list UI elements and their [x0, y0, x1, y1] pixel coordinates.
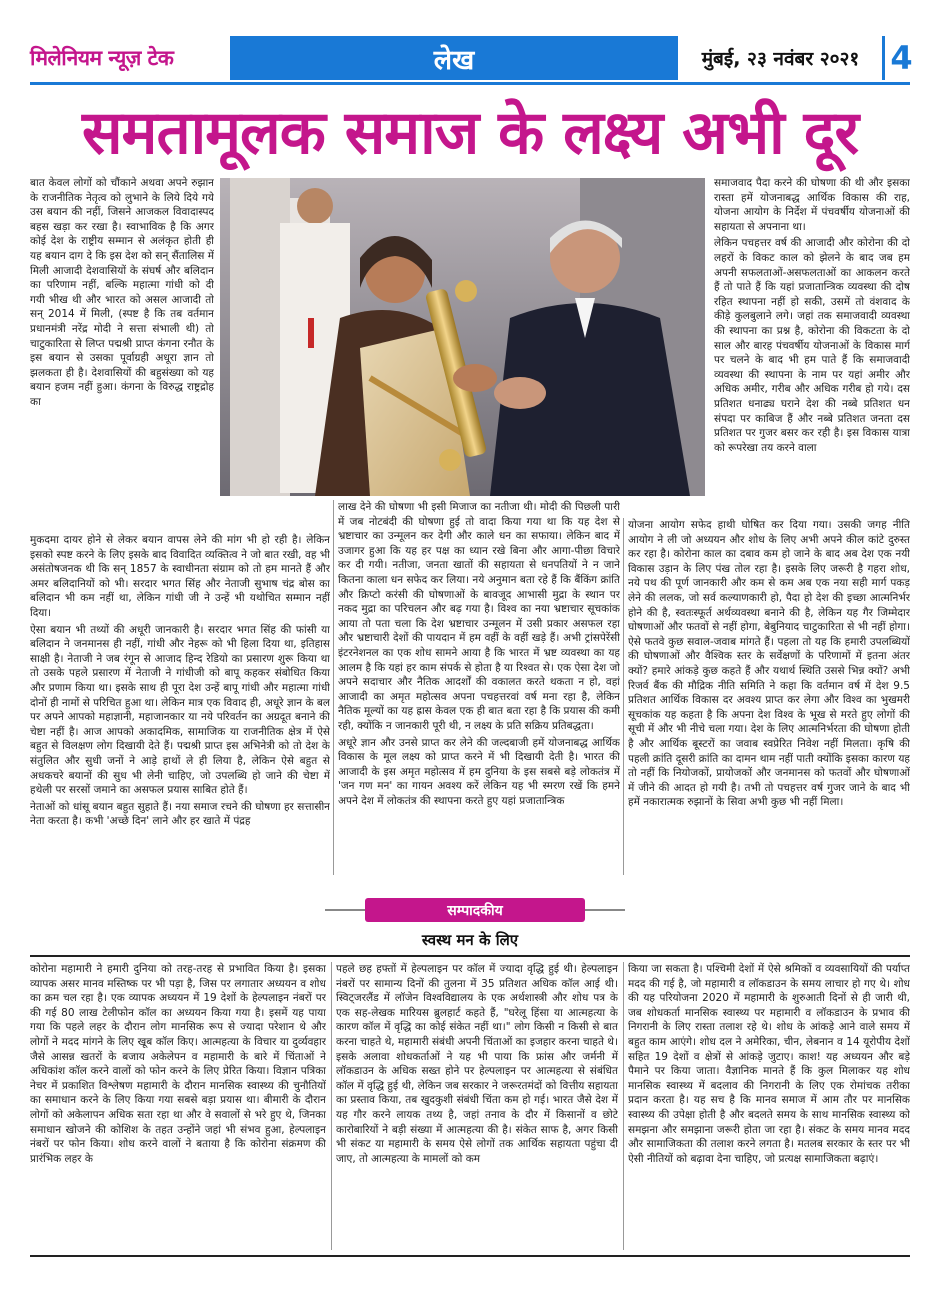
- article-column-1-bottom: [30, 533, 330, 873]
- article-photo: [220, 178, 705, 496]
- article-paragraph: बात केवल लोगों को चौंकाने अथवा अपने रुझान के राजनीतिक नेतृत्व को लुभाने के लिये दिये गये उस बयान की नहीं, जिसने आजकल विवादास्पद बहस खड़ा कर रखा है। स्वाभाविक है कि अगर कोई देश के राष्ट्रीय सम्मान से अलंकृत होती ही यह बयान दाग दे कि इस देश को सन् सैंतालिस में मिली आजादी देशवासियों के संघर्ष और बलिदान का परिणाम नहीं, बल्कि महात्मा गांधी को दी गयी भीख थी और भारत को असल आजादी तो सन् 2014 में मिली, (स्पष्ट है कि तब वर्तमान प्रधानमंत्री नरेंद्र मोदी ने सत्ता संभाली थी) तो चाटुकारिता से लिप्त पद्मश्री प्राप्त कंगना रनौत के इस बयान से उसका पूर्वाग्रही अधूरा ज्ञान तो झलकता ही है। देशवासियों की बहुसंख्या को यह बयान हजम नहीं हुआ। कंगना के विरुद्ध राष्ट्रद्रोह का: [30, 177, 214, 408]
- page-number: 4: [882, 36, 918, 80]
- editorial-column-3: [628, 962, 910, 1250]
- page-bottom-rule: [30, 1255, 910, 1257]
- section-bar: [230, 36, 678, 80]
- article-paragraph: समाजवाद पैदा करने की घोषणा की थी और इसका रास्ता हमें योजनाबद्ध आर्थिक विकास की राह, योजना आयोग के निर्देश में पंचवर्षीय योजनाओं की सहायता से अपनाना था।: [714, 177, 910, 233]
- editorial-paragraph: कोरोना महामारी ने हमारी दुनिया को तरह-तरह से प्रभावित किया है। इसका व्यापक असर मानव मस्तिष्क पर भी पड़ा है, जिस पर लगातार अध्ययन व शोध का क्रम चल रहा है। एक व्यापक अध्ययन में 19 देशों के हेल्पलाइन नंबरों पर की गई 80 लाख टेलीफोन कॉल का अध्ययन किया गया है। इसमें यह पाया गया कि पहले लहर के दौरान लोग मानसिक रूप से ज्यादा परेशान थे और लोगों ने मदद मांगने के लिए खूब कॉल किए। आत्महत्या के विचार या दुर्व्यवहार जैसे आसन्न खतरों के बजाय अकेलेपन व महामारी के बारे में चिंताओं ने अधिकांश कॉल करने वालों को फोन करने के लिए प्रेरित किया। विज्ञान पत्रिका नेचर में प्रकाशित विश्लेषण महामारी के दौरान मानसिक स्वास्थ्य की चुनौतियों का समाधान करने के लिए किया गया सबसे बड़ा प्रयास था। बीमारी के दौरान लोगों को अकेलापन अधिक सता रहा था और वे सवालों से भरे हुए थे, जिनका समाधान खोजने की कोशिश के तहत उन्होंने जहां भी संभव हुआ, हेल्पलाइन नंबरों पर फोन किया। शोध करने वालों ने बताया है कि कोरोना संक्रमण की प्रारंभिक लहर के: [30, 963, 326, 1165]
- editorial-rule: [30, 955, 910, 957]
- masthead-rule: [30, 82, 910, 85]
- article-paragraph: नेताओं को धांसू बयान बहुत सुहाते हैं। नया समाज रचने की घोषणा हर सत्तासीन नेता करता है। कभी 'अच्छे दिन' लाने और हर खाते में पंद्रह: [30, 800, 330, 828]
- tag-rule-right: [585, 909, 625, 911]
- article-paragraph: लेकिन पचहत्तर वर्ष की आजादी और कोरोना की दो लहरों के विकट काल को झेलने के बाद जब हम अपनी सफलताओं-असफलताओं का आकलन करते हैं तो पाते हैं कि यहां प्रजातान्त्रिक व्यवस्था की दोष रहित स्थापना नहीं हो सकी, उसमें तो वंशवाद के कीड़े कुलबुलाने लगे। जहां तक समाजवादी व्यवस्था की स्थापना का प्रश्न है, कोरोना की विकटता के दो साल और बारह पंचवर्षीय योजनाओं के विकास मार्ग पर चलने के बाद भी हम पाते हैं कि समाजवादी व्यवस्था की स्थापना के नाम पर यहां अमीर और अधिक अमीर, गरीब और अधिक गरीब हो गये। दस प्रतिशत धनाढ्य घराने देश की नब्बे प्रतिशत धन संपदा पर काबिज हैं और नब्बे प्रतिशत जनता दस प्रतिशत पर गुजर बसर कर रही है। इस विकास यात्रा को रूपरेखा तय करने वाला: [714, 237, 910, 454]
- editorial-paragraph: पहले छह हफ्तों में हेल्पलाइन पर कॉल में ज्यादा वृद्धि हुई थी। हेल्पलाइन नंबरों पर सामान्य दिनों की तुलना में 35 प्रतिशत अधिक कॉल आई थी। स्विट्जरलैंड में लॉजेन विश्वविद्यालय के एक अर्थशास्त्री और शोध पत्र के एक सह-लेखक मारियस ब्रुलहार्ट कहते हैं, "घरेलू हिंसा या आत्महत्या के कारण कॉल में वृद्धि का कोई संकेत नहीं था।" लोग किसी न किसी से बात करना चाहते थे, महामारी संबंधी अपनी चिंताओं का इजहार करना चाहते थे। इसके अलावा शोधकर्ताओं ने यह भी पाया कि फ्रांस और जर्मनी में लॉकडाउन के अधिक सख्त होने पर हेल्पलाइन पर आत्महत्या से संबंधित कॉल में वृद्धि हुई थी, लेकिन जब सरकार ने जरूरतमंदों को वित्तीय सहायता का प्रस्ताव किया, तब खुदकुशी संबंधी चिंता कम हो गई। भारत जैसे देश में यह गौर करने लायक तथ्य है, जहां तनाव के दौर में किसानों व छोटे कारोबारियों ने बड़ी संख्या में आत्महत्या की है। संकेत साफ है, अगर किसी भी संकट या महामारी के समय ऐसे लोगों तक आर्थिक सहायता पहुंचा दी जाए, तो आत्महत्या के मामलों को कम: [336, 963, 618, 1165]
- award-ceremony-photo: [220, 178, 705, 496]
- section-title: लेख: [433, 44, 475, 76]
- article-paragraph: लाख देने की घोषणा भी इसी मिजाज का नतीजा थी। मोदी की पिछली पारी में जब नोटबंदी की घोषणा हुई तो वादा किया गया था कि यह देश से भ्रष्टाचार का उन्मूलन कर देगी और काले धन का सफाया। लेकिन बाद में उजागर हुआ कि यह हर पक्ष का ध्यान रखे बिना और आगा-पीछा विचारे कर दी गयी। नतीजा, जनता खातों की सहायता से धनपतियों ने न जाने कितना काला धन सफेद कर लिया। नये अनुमान बता रहे हैं कि बैंकिंग क्रांति और क्रिप्टो करंसी की घोषणाओं के बावजूद आभासी मुद्रा के स्थान पर नकद मुद्रा का परिचलन और बढ़ गया है। विश्व का नया भ्रष्टाचार सूचकांक आया तो पता चला कि देश भ्रष्टाचार उन्मूलन में उसी प्रकार असफल रहा और भ्रष्टाचारी देशों की पायदान में हम वहीं के वहीं खड़े हैं। अभी ट्रांसपेरेंसी इंटरनेशनल का एक शोध सामने आया है कि भारत में भ्रष्ट व्यवस्था का यह आलम है कि यहां हर काम संपर्क से होता है या रिश्वत से। एक ऐसा देश जो अपने सदाचार और नैतिक आदर्शों की वकालत करते थकता न हो, वहां आजादी का अमृत महोत्सव अपना पचहत्तरवां वर्ष मना रहा है, लेकिन नैतिक मूल्यों का यह ह्रास केवल एक ही बात बता रहा है कि प्रयास की कमी रही, क्योंकि न जानकारी पूरी थी, न लक्ष्य के प्रति सक्रिय प्रतिबद्धता।: [338, 501, 620, 732]
- article-paragraph: योजना आयोग सफेद हाथी घोषित कर दिया गया। उसकी जगह नीति आयोग ने ली जो अध्ययन और शोध के लिए अभी अपने कील कांटे दुरुस्त कर रहा है। कोरोना काल का दबाव कम हो जाने के बाद अब देश एक नयी विकास उड़ान के लिए पंख तोल रहा है। इसके लिए जरूरी है गहरा शोध, नये पथ की पूर्ण जानकारी और कम से कम अब एक नया सही मार्ग पकड़ लेने की ललक, जो सर्व कल्याणकारी हो, पैदा हो देश की इच्छा आत्मनिर्भर होने की है, स्वतःस्फूर्त अर्थव्यवस्था बनाने की है, लेकिन यह गैर जिम्मेदार घोषणाओं और फतवों से नहीं होगा, बेबुनियाद चाटुकारिता से भी नहीं होगा। ऐसे फतवे कुछ सवाल-जवाब मांगते हैं। पहला तो यह कि हमारी उपलब्धियों की घोषणाओं और वैश्विक स्तर के सर्वेक्षणों के परिणामों में इतना अंतर क्यों? हमारे आंकड़े कुछ कहते हैं और यथार्थ स्थिति उससे भिन्न क्यों? अभी रिजर्व बैंक की मौद्रिक नीति समिति ने कहा कि वर्तमान वर्ष में देश 9.5 प्रतिशत आर्थिक विकास दर अवश्य प्राप्त कर लेगा और विश्व का भुखमरी सूचकांक यह कहता है कि अपना देश विश्व के भूख से मरते हुए लोगों की सूची में और भी नीचे चला गया। देश के लिए आत्मनिर्भरता की घोषणा होती है और आर्थिक बूस्टरों का जवाब स्वप्रेरित निवेश नहीं मिलता। कृषि की पहली क्रांति दूसरी क्रांति का दामन थाम नहीं पाती क्योंकि इसका कारण यह तो नहीं कि नियोजकों, प्रायोजकों और जनमानस को फतवों और घोषणाओं में जीने की आदत हो गयी है। तभी तो पचहत्तर वर्ष गुजर जाने के बाद भी हमें नकारात्मक रुझानों के सिवा अभी कुछ भी नहीं मिला।: [628, 519, 910, 809]
- column-divider: [333, 500, 334, 875]
- article-paragraph: अधूरे ज्ञान और उनसे प्राप्त कर लेने की जल्दबाजी हमें योजनाबद्ध आर्थिक विकास के मूल लक्ष्य को प्राप्त करने में भी दिखायी देती है। भारत की आजादी के इस अमृत महोत्सव में हम दुनिया के इस सबसे बड़े लोकतंत्र में 'जन गण मन' का गायन अवश्य करें लेकिन यह भी स्मरण रखें कि हमने अपने देश में लोकतंत्र की स्थापना करते हुए यहां प्रजातान्त्रिक: [338, 736, 620, 807]
- article-paragraph: ऐसा बयान भी तथ्यों की अधूरी जानकारी है। सरदार भगत सिंह की फांसी या बलिदान ने जनमानस ही नहीं, गांधी और नेहरू को भी हिला दिया था, इतिहास साक्षी है। नेताजी ने जब रंगून से आजाद हिन्द रेडियो का प्रसारण शुरू किया था तो उसके पहले प्रसारण में नेताजी ने गांधीजी को बापू कहकर संबोधित किया और प्रणाम किया था। इसके साथ ही पूरा देश उन्हें बापू गांधी और महात्मा गांधी दोनों ही नामों से परिचित हुआ था। लेकिन मात्र एक विवाद ही, अधूरे ज्ञान के बल पर अपने आपको महाज्ञानी, महाजानकार या नये परिवर्तन का अग्रदूत बनाने की चेष्टा नहीं है। आज आपको अकादमिक, सामाजिक या राजनीतिक क्षेत्र में ऐसे बहुत से विलक्षण लोग दिखायी देते हैं। पद्मश्री प्राप्त इस अभिनेत्री को तो देश के संतुलित और सुधी जनों ने आड़े हाथों ले ही लिया है, लेकिन ऐसे बहुत से अधकचरे बयानों की सुध भी लेनी चाहिए, जो उपलब्धि हो जाने की चेष्टा में हथेली पर सरसों जमाने का असफल प्रयास साबित होते हैं।: [30, 623, 330, 797]
- editorial-column-2: [336, 962, 618, 1250]
- article-column-3-top: [714, 176, 910, 516]
- article-paragraph: मुकदमा दायर होने से लेकर बयान वापस लेने की मांग भी हो रही है। लेकिन इसको स्पष्ट करने के लिए इसके बाद विवादित व्यक्तित्व ने जो बात रखी, वह भी असंतोषजनक थी कि सन् 1857 के स्वाधीनता संग्राम को तो हम मानते हैं और अमर बलिदानियों को भी। सरदार भगत सिंह और नेताजी सुभाष चंद्र बोस का बलिदान भी कम नहीं था, लेकिन गांधी जी ने उन्हें भी यथोचित सम्मान नहीं दिया।: [30, 534, 330, 619]
- article-column-1-top: [30, 176, 214, 531]
- headline: समतामूलक समाज के लक्ष्य अभी दूर: [82, 98, 858, 168]
- column-divider: [623, 962, 624, 1250]
- editorial-label: सम्पादकीय: [365, 898, 585, 922]
- editorial-title: स्वस्थ मन के लिए: [421, 931, 519, 949]
- brand-name: मिलेनियम न्यूज़ टेक: [30, 46, 174, 70]
- article-column-3-bottom: [628, 518, 910, 875]
- editorial-column-1: [30, 962, 326, 1250]
- article-column-2: [338, 500, 620, 875]
- editorial-paragraph: किया जा सकता है। पश्चिमी देशों में ऐसे श्रमिकों व व्यवसायियों की पर्याप्त मदद की गई है, जो महामारी व लॉकडाउन के समय लाचार हो गए थे। शोध की यह परियोजना 2020 में महामारी के शुरुआती दिनों से ही जारी थी, जब शोधकर्ता मानसिक स्वास्थ्य पर महामारी व लॉकडाउन के प्रभाव की निगरानी के लिए रास्ता तलाश रहे थे। शोध के आंकड़े आने वाले समय में बहुत काम आएंगे। शोध दल ने अमेरिका, चीन, लेबनान व 14 यूरोपीय देशों सहित 19 देशों व क्षेत्रों से आंकड़े जुटाए। काश! यह अध्ययन और बड़े पैमाने पर किया जाता। वैज्ञानिक मानते हैं कि कुल मिलाकर यह शोध मानसिक स्वास्थ्य में बदलाव की निगरानी के लिए एक रोमांचक तरीका प्रदान करता है। यह सच है कि मानव समाज में आम तौर पर मानसिक स्वास्थ्य की उपेक्षा होती है और बदलते समय के साथ मानसिक स्वास्थ्य को समझना और समझाना जरूरी होता जा रहा है। संकट के समय मानव मदद और सामाजिकता की तलाश करने लगता है। मतलब सरकार के स्तर पर भी ऐसी नीतियों को बढ़ावा देना चाहिए, जो प्रत्यक्ष सामाजिकता बढ़ाएं।: [628, 963, 910, 1165]
- tag-rule-left: [325, 909, 365, 911]
- dateline: मुंबई, २३ नवंबर २०२१: [701, 48, 860, 70]
- editorial-tag: [325, 896, 625, 924]
- column-divider: [331, 962, 332, 1250]
- masthead: [30, 36, 913, 80]
- column-divider: [623, 518, 624, 875]
